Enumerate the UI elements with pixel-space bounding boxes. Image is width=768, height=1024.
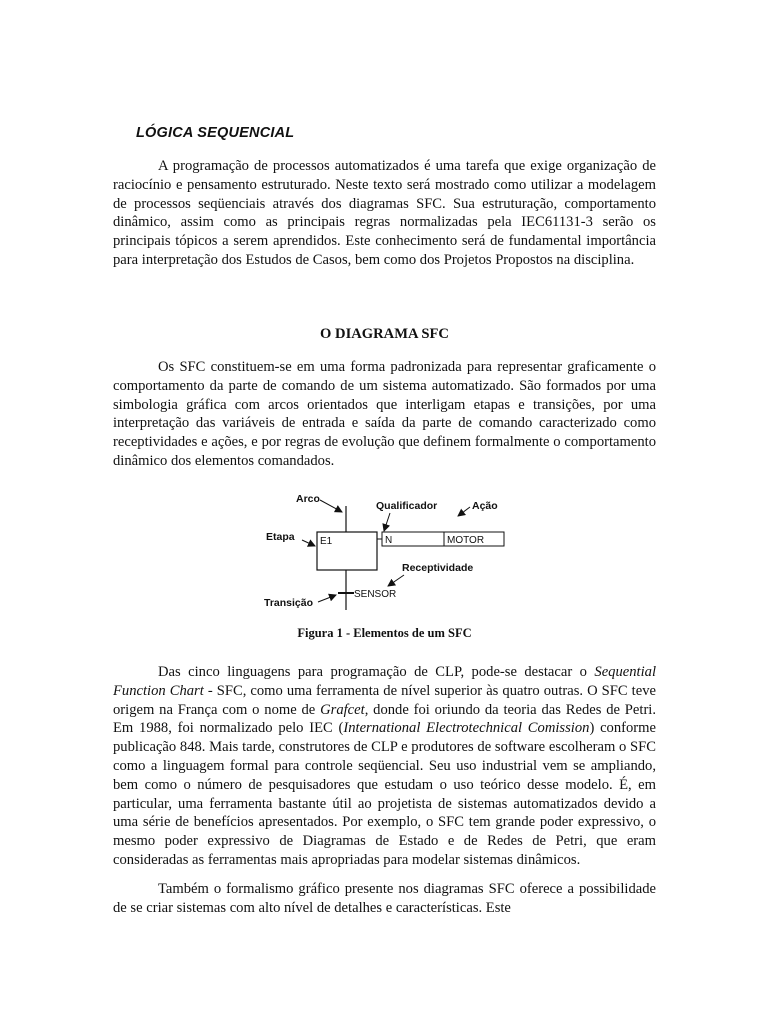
history-text-3: , donde foi oriundo da teoria das Redes de Petri. Em 1988, foi normalizado pelo IEC ( [113,701,657,737]
label-receptividade: Receptividade [402,562,474,574]
intro-paragraph: A programação de processos automatizados é uma tarefa que exige organização de raciocínio e pensamento estruturado. Neste texto será mostrado como utilizar a modelagem de processos seqüenciais através dos diagramas SFC. Sua estruturação, comportamento dinâmico, assim como as principais regras normalizadas pela IEC61131-3 serão os principais tópicos a serem aprendidos. Este conhecimento será de fundamental importância para interpretação dos Estudos de Casos, bem como dos Projetos Propostos na disciplina. [113,158,656,268]
history-paragraph [113,663,656,870]
sfc-description-paragraph: Os SFC constituem-se em uma forma padronizada para representar graficamente o comportamento da parte de comando de um sistema automatizado. São formados por uma simbologia gráfica com arcos orientados que interligam etapas e transições, por uma interpretação das variáveis de entrada e saída da parte de comando caracterizado como receptividades e ações, e por regras de evolução que definem formalmente o comportamento dinâmico dos elementos comandados. [113,359,656,469]
term-grafcet: Grafcet [320,701,365,718]
sfc-elements-figure [262,488,512,618]
label-acao: Ação [472,500,498,512]
sfc-diagram [262,488,512,618]
sensor-label: SENSOR [354,589,397,600]
section-title: O DIAGRAMA SFC [320,326,449,342]
term-sequential-function-chart: Sequential Function Chart [113,664,656,699]
history-text-2: - SFC, como uma ferramenta de nível superior às quatro outras. O SFC teve origem na França com o nome de [113,682,656,718]
label-transicao: Transição [264,597,314,609]
step-name: E1 [320,536,333,547]
label-qualificador: Qualificador [376,500,438,512]
formalism-paragraph: Também o formalismo gráfico presente nos diagramas SFC oferece a possibilidade de se criar sistemas com alto nível de detalhes e características. Este [113,881,656,916]
figure-caption: Figura 1 - Elementos de um SFC [297,626,472,640]
arrow-qualificador [384,513,390,531]
arrow-arco [320,500,342,512]
arrow-transicao [318,595,336,602]
arrow-acao [458,507,470,516]
history-text-4: ) conforme publicação 848. Mais tarde, construtores de CLP e produtores de software escolheram o SFC como a linguagem formal para controle seqüencial. Seu uso industrial vem se ampliando, bem como o número de pesquisadores que estudam o uso teórico desse modelo. É, em particular, uma ferramenta bastante útil ao projetista de sistemas automatizados devido a uma série de benefícios apresentados. Por exemplo, o SFC tem grande poder expressivo, o mesmo poder expressivo de Diagramas de Estado e de Redes de Petri, que eram consideradas as ferramentas mais apropriadas para modelar sistemas dinâmicos. [113,720,656,868]
label-etapa: Etapa [266,531,295,543]
history-text-1: Das cinco linguagens para programação de CLP, pode-se destacar o [158,664,595,680]
qualifier-value: N [385,535,393,546]
action-value: MOTOR [447,535,485,546]
term-iec-name: International Electrotechnical Comission [343,720,590,737]
label-arco: Arco [296,493,320,505]
arrow-etapa [302,540,315,546]
page-title: LÓGICA SEQUENCIAL [136,125,295,141]
action-block [382,532,504,546]
arrow-receptividade [388,575,404,586]
